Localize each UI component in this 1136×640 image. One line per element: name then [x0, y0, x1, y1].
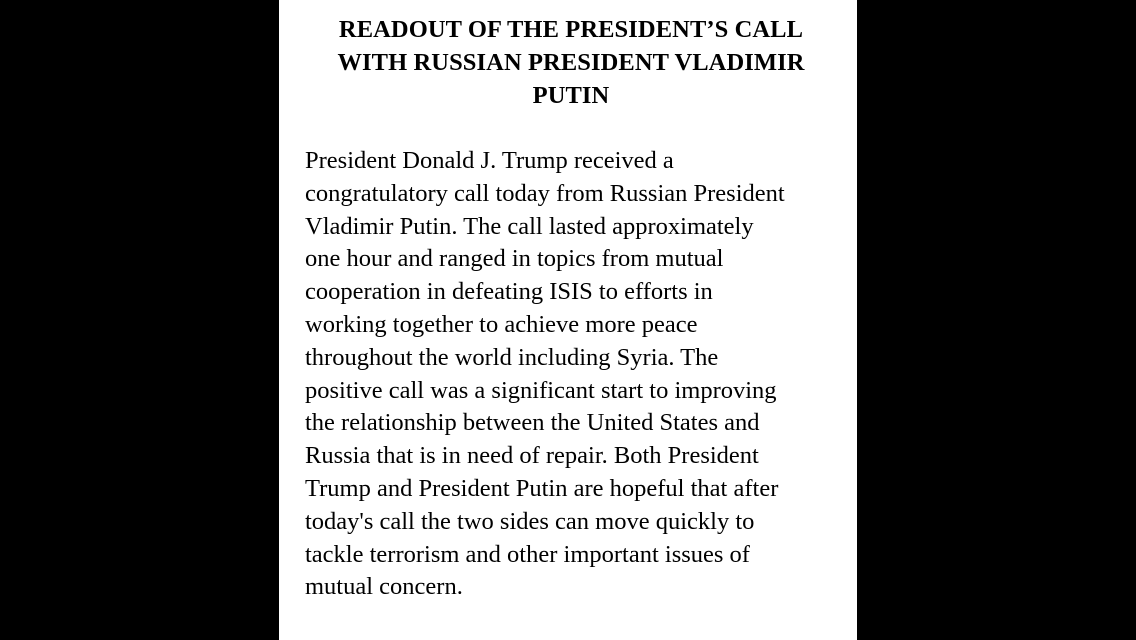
title-line: READOUT OF THE PRESIDENT’S CALL [338, 16, 804, 43]
document-body [305, 145, 845, 604]
document-title [299, 13, 843, 112]
body-line: positive call was a significant start to improving [305, 376, 777, 404]
body-line: throughout the world including Syria. The [305, 343, 719, 371]
body-line: mutual concern. [305, 573, 463, 601]
body-line: today's call the two sides can move quickly to [305, 507, 755, 535]
body-line: Vladimir Putin. The call lasted approximately [305, 212, 754, 240]
body-line: congratulatory call today from Russian President [305, 179, 785, 207]
title-line: PUTIN [532, 82, 610, 109]
body-line: working together to achieve more peace [305, 310, 698, 338]
body-line: cooperation in defeating ISIS to efforts in [305, 278, 713, 306]
body-line: one hour and ranged in topics from mutual [305, 245, 724, 273]
body-line: Trump and President Putin are hopeful that after [305, 474, 779, 502]
body-line: Russia that is in need of repair. Both President [305, 442, 759, 470]
body-line: tackle terrorism and other important issues of [305, 540, 750, 568]
title-line: WITH RUSSIAN PRESIDENT VLADIMIR [337, 49, 805, 76]
body-line: the relationship between the United States and [305, 409, 760, 437]
document-page [279, 0, 857, 640]
body-line: President Donald J. Trump received a [305, 147, 674, 174]
